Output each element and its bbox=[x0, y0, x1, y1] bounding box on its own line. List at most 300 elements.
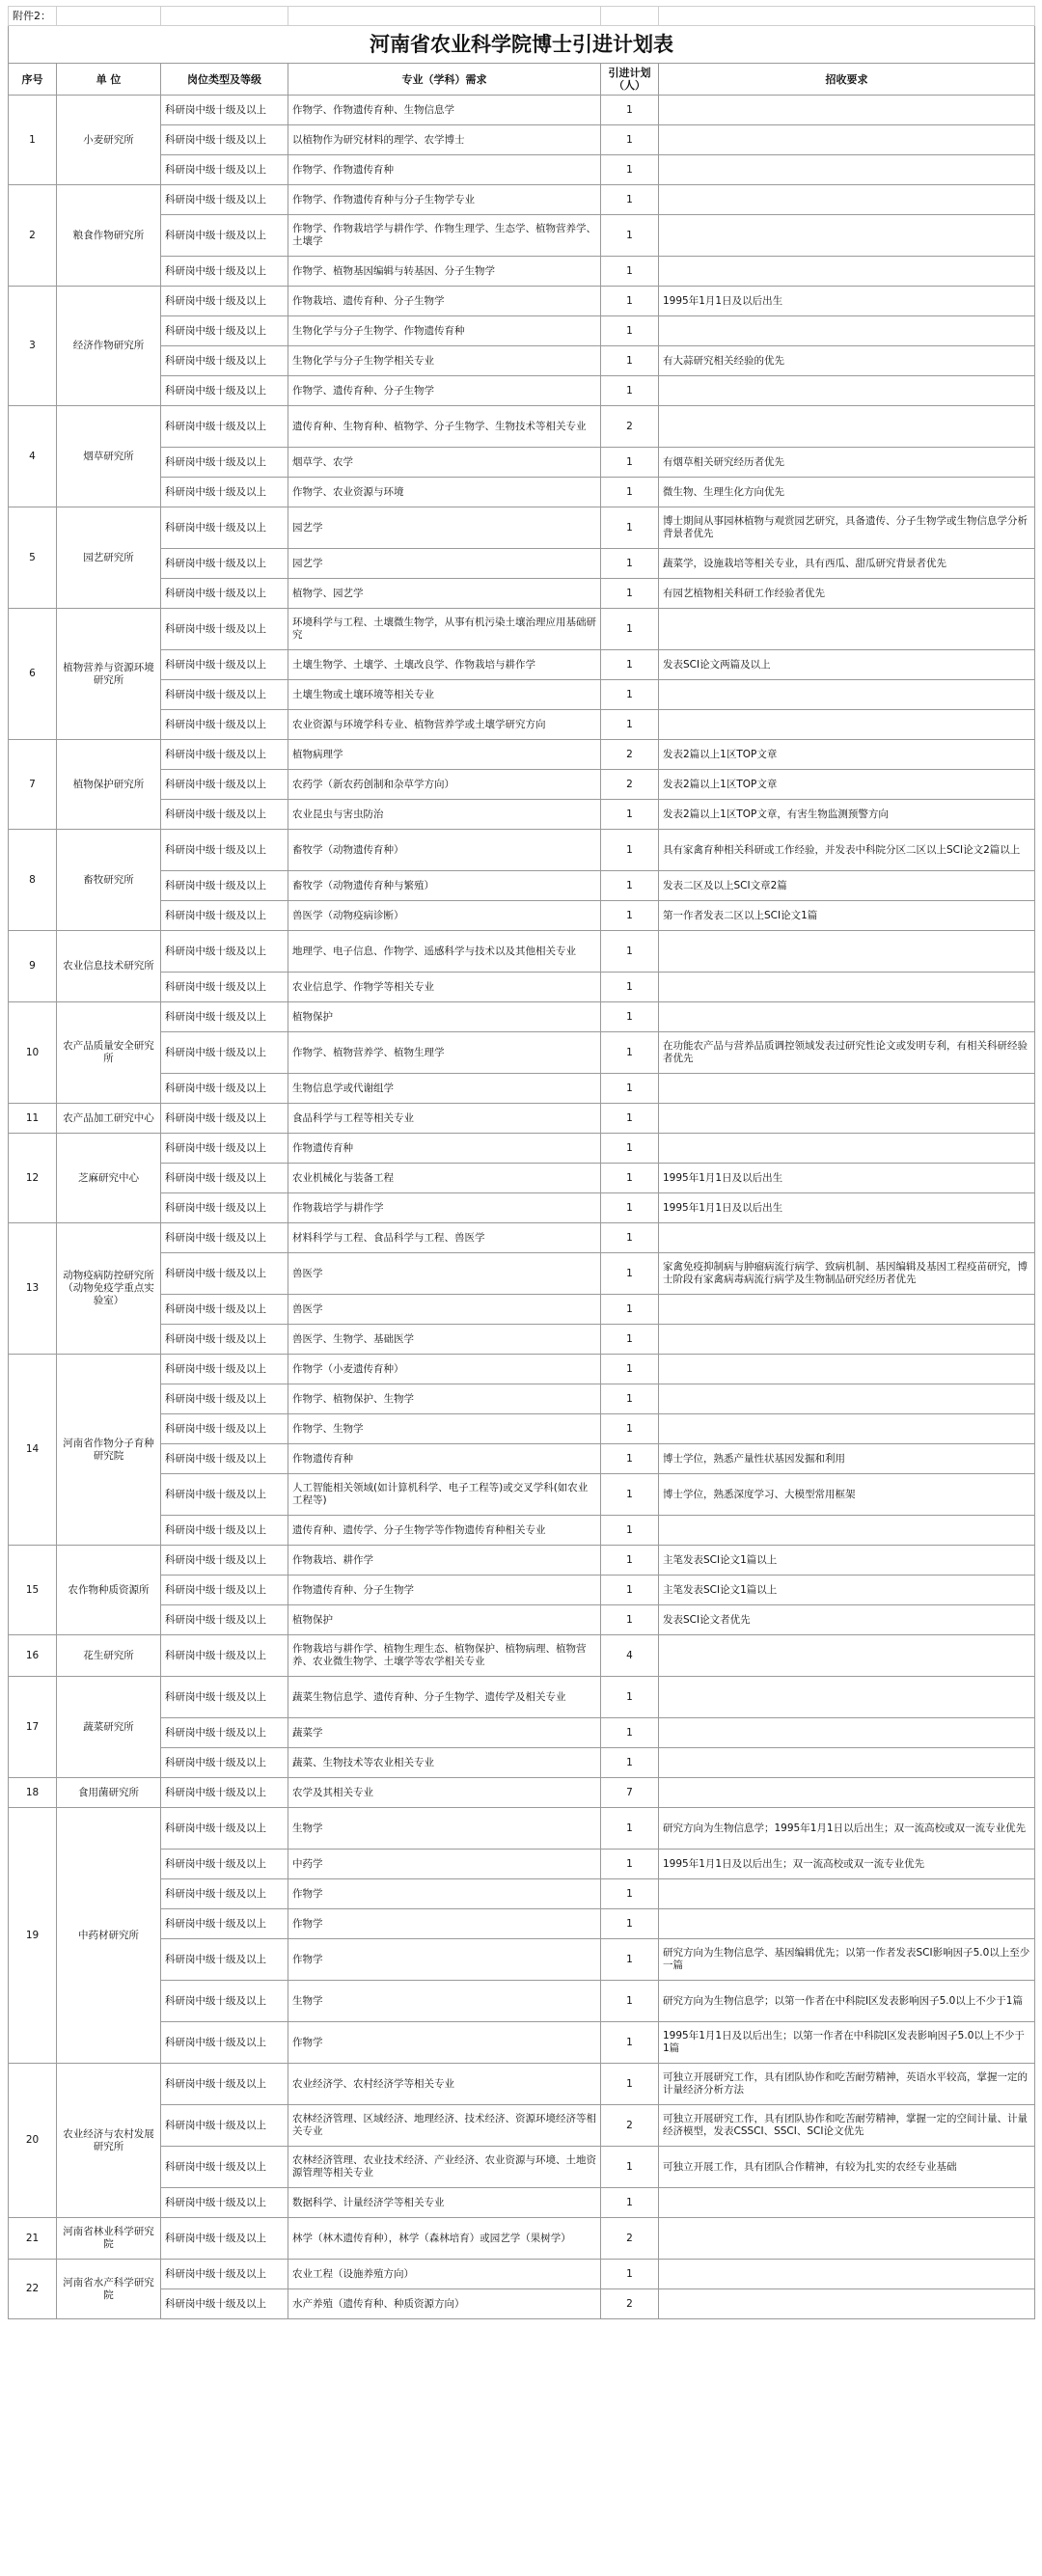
table-row bbox=[9, 1253, 1035, 1295]
major-requirement: 蔬菜学 bbox=[288, 1718, 601, 1748]
table-row bbox=[9, 1718, 1035, 1748]
major-requirement: 作物学 bbox=[288, 1939, 601, 1981]
post-type: 科研岗中级十级及以上 bbox=[161, 215, 288, 257]
post-type: 科研岗中级十级及以上 bbox=[161, 1981, 288, 2022]
plan-count: 1 bbox=[601, 1134, 659, 1164]
recruit-requirement: 有烟草相关研究经历者优先 bbox=[659, 448, 1035, 478]
post-type: 科研岗中级十级及以上 bbox=[161, 931, 288, 973]
plan-count: 1 bbox=[601, 316, 659, 346]
major-requirement: 农林经济管理、农业技术经济、产业经济、农业资源与环境、土地资源管理等相关专业 bbox=[288, 2147, 601, 2188]
unit-number: 4 bbox=[9, 406, 57, 507]
recruit-requirement: 研究方向为生物信息学；1995年1月1日以后出生；双一流高校或双一流专业优先 bbox=[659, 1808, 1035, 1850]
plan-count: 1 bbox=[601, 1474, 659, 1516]
post-type: 科研岗中级十级及以上 bbox=[161, 710, 288, 740]
major-requirement: 畜牧学（动物遗传育种） bbox=[288, 830, 601, 871]
table-row bbox=[9, 478, 1035, 507]
table-row bbox=[9, 406, 1035, 448]
post-type: 科研岗中级十级及以上 bbox=[161, 1295, 288, 1325]
plan-count: 1 bbox=[601, 2022, 659, 2064]
table-row bbox=[9, 1295, 1035, 1325]
plan-count: 1 bbox=[601, 1414, 659, 1444]
plan-count: 1 bbox=[601, 1850, 659, 1879]
major-requirement: 农业昆虫与害虫防治 bbox=[288, 800, 601, 830]
major-requirement: 农业资源与环境学科专业、植物营养学或土壤学研究方向 bbox=[288, 710, 601, 740]
plan-count: 1 bbox=[601, 2064, 659, 2105]
header-plan: 引进计划（人） bbox=[601, 64, 659, 96]
recruit-requirement bbox=[659, 2188, 1035, 2218]
major-requirement: 土壤生物学、土壤学、土壤改良学、作物栽培与耕作学 bbox=[288, 650, 601, 680]
post-type: 科研岗中级十级及以上 bbox=[161, 96, 288, 125]
post-type: 科研岗中级十级及以上 bbox=[161, 1444, 288, 1474]
major-requirement: 园艺学 bbox=[288, 507, 601, 549]
plan-count: 1 bbox=[601, 1295, 659, 1325]
table-row bbox=[9, 185, 1035, 215]
plan-count: 1 bbox=[601, 1879, 659, 1909]
table-row bbox=[9, 507, 1035, 549]
table-row bbox=[9, 1444, 1035, 1474]
plan-count: 1 bbox=[601, 901, 659, 931]
recruit-requirement: 第一作者发表二区以上SCI论文1篇 bbox=[659, 901, 1035, 931]
unit-number: 21 bbox=[9, 2218, 57, 2260]
table-row bbox=[9, 1635, 1035, 1677]
recruit-requirement: 发表二区及以上SCI文章2篇 bbox=[659, 871, 1035, 901]
post-type: 科研岗中级十级及以上 bbox=[161, 2147, 288, 2188]
major-requirement: 作物遗传育种、分子生物学 bbox=[288, 1576, 601, 1605]
post-type: 科研岗中级十级及以上 bbox=[161, 579, 288, 609]
post-type: 科研岗中级十级及以上 bbox=[161, 1546, 288, 1576]
recruit-requirement bbox=[659, 1355, 1035, 1384]
table-row bbox=[9, 1808, 1035, 1850]
table-row bbox=[9, 2218, 1035, 2260]
post-type: 科研岗中级十级及以上 bbox=[161, 1325, 288, 1355]
major-requirement: 食品科学与工程等相关专业 bbox=[288, 1104, 601, 1134]
plan-count: 1 bbox=[601, 1718, 659, 1748]
post-type: 科研岗中级十级及以上 bbox=[161, 1635, 288, 1677]
table-header bbox=[9, 64, 1035, 96]
table-row bbox=[9, 1879, 1035, 1909]
recruit-requirement bbox=[659, 2289, 1035, 2319]
recruit-requirement: 蔬菜学，设施栽培等相关专业，具有西瓜、甜瓜研究背景者优先 bbox=[659, 549, 1035, 579]
unit-name: 农产品质量安全研究所 bbox=[57, 1002, 161, 1104]
plan-count: 1 bbox=[601, 215, 659, 257]
post-type: 科研岗中级十级及以上 bbox=[161, 2260, 288, 2289]
recruit-requirement bbox=[659, 406, 1035, 448]
recruit-requirement bbox=[659, 1879, 1035, 1909]
unit-number: 16 bbox=[9, 1635, 57, 1677]
plan-count: 1 bbox=[601, 1444, 659, 1474]
table-row bbox=[9, 1134, 1035, 1164]
unit-number: 3 bbox=[9, 287, 57, 406]
table-row bbox=[9, 1104, 1035, 1134]
recruit-requirement bbox=[659, 125, 1035, 155]
post-type: 科研岗中级十级及以上 bbox=[161, 2022, 288, 2064]
recruit-requirement bbox=[659, 1223, 1035, 1253]
unit-number: 5 bbox=[9, 507, 57, 609]
major-requirement: 兽医学、生物学、基础医学 bbox=[288, 1325, 601, 1355]
unit-number: 9 bbox=[9, 931, 57, 1002]
plan-count: 1 bbox=[601, 871, 659, 901]
unit-number: 17 bbox=[9, 1677, 57, 1778]
post-type: 科研岗中级十级及以上 bbox=[161, 1032, 288, 1074]
post-type: 科研岗中级十级及以上 bbox=[161, 478, 288, 507]
post-type: 科研岗中级十级及以上 bbox=[161, 1677, 288, 1718]
table-row bbox=[9, 710, 1035, 740]
plan-count: 4 bbox=[601, 1635, 659, 1677]
major-requirement: 生物学 bbox=[288, 1981, 601, 2022]
table-row bbox=[9, 2064, 1035, 2105]
unit-name: 河南省水产科学研究院 bbox=[57, 2260, 161, 2319]
major-requirement: 作物栽培与耕作学、植物生理生态、植物保护、植物病理、植物营养、农业微生物学、土壤学等农学相关专业 bbox=[288, 1635, 601, 1677]
recruit-requirement: 发表SCI论文两篇及以上 bbox=[659, 650, 1035, 680]
table-row bbox=[9, 1193, 1035, 1223]
plan-count: 1 bbox=[601, 650, 659, 680]
table-row bbox=[9, 800, 1035, 830]
table-row bbox=[9, 1032, 1035, 1074]
major-requirement: 生物信息学或代谢组学 bbox=[288, 1074, 601, 1104]
post-type: 科研岗中级十级及以上 bbox=[161, 1909, 288, 1939]
plan-count: 1 bbox=[601, 1808, 659, 1850]
major-requirement: 农林经济管理、区域经济、地理经济、技术经济、资源环境经济等相关专业 bbox=[288, 2105, 601, 2147]
table-row bbox=[9, 609, 1035, 650]
table-row bbox=[9, 1002, 1035, 1032]
recruit-requirement bbox=[659, 973, 1035, 1002]
major-requirement: 植物保护 bbox=[288, 1605, 601, 1635]
recruit-requirement bbox=[659, 1748, 1035, 1778]
table-row bbox=[9, 215, 1035, 257]
post-type: 科研岗中级十级及以上 bbox=[161, 1718, 288, 1748]
plan-count: 1 bbox=[601, 376, 659, 406]
post-type: 科研岗中级十级及以上 bbox=[161, 800, 288, 830]
table-row bbox=[9, 871, 1035, 901]
recruit-requirement: 家禽免疫抑制病与肿瘤病流行病学、致病机制、基因编辑及基因工程疫苗研究，博士阶段有家禽病毒病流行病学及生物制品研究经历者优先 bbox=[659, 1253, 1035, 1295]
post-type: 科研岗中级十级及以上 bbox=[161, 1253, 288, 1295]
recruit-requirement: 有大蒜研究相关经验的优先 bbox=[659, 346, 1035, 376]
unit-name: 烟草研究所 bbox=[57, 406, 161, 507]
plan-count: 1 bbox=[601, 1164, 659, 1193]
table-row bbox=[9, 2188, 1035, 2218]
recruit-requirement bbox=[659, 2218, 1035, 2260]
major-requirement: 作物遗传育种 bbox=[288, 1444, 601, 1474]
unit-number: 7 bbox=[9, 740, 57, 830]
post-type: 科研岗中级十级及以上 bbox=[161, 1134, 288, 1164]
unit-name: 园艺研究所 bbox=[57, 507, 161, 609]
post-type: 科研岗中级十级及以上 bbox=[161, 770, 288, 800]
table-row bbox=[9, 1778, 1035, 1808]
plan-count: 1 bbox=[601, 448, 659, 478]
post-type: 科研岗中级十级及以上 bbox=[161, 155, 288, 185]
recruit-requirement: 博士学位，熟悉深度学习、大模型常用框架 bbox=[659, 1474, 1035, 1516]
table-row bbox=[9, 740, 1035, 770]
plan-count: 1 bbox=[601, 1384, 659, 1414]
table-row bbox=[9, 2289, 1035, 2319]
plan-count: 1 bbox=[601, 609, 659, 650]
plan-count: 1 bbox=[601, 1193, 659, 1223]
plan-count: 1 bbox=[601, 579, 659, 609]
table-row bbox=[9, 549, 1035, 579]
post-type: 科研岗中级十级及以上 bbox=[161, 507, 288, 549]
table-row bbox=[9, 2260, 1035, 2289]
unit-number: 20 bbox=[9, 2064, 57, 2218]
unit-name: 动物疫病防控研究所（动物免疫学重点实验室） bbox=[57, 1223, 161, 1355]
recruit-requirement bbox=[659, 1718, 1035, 1748]
recruit-requirement bbox=[659, 1414, 1035, 1444]
recruit-requirement: 发表2篇以上1区TOP文章，有害生物监测预警方向 bbox=[659, 800, 1035, 830]
recruit-requirement: 研究方向为生物信息学；以第一作者在中科院Ⅰ区发表影响因子5.0以上不少于1篇 bbox=[659, 1981, 1035, 2022]
post-type: 科研岗中级十级及以上 bbox=[161, 2105, 288, 2147]
plan-count: 1 bbox=[601, 1981, 659, 2022]
unit-number: 8 bbox=[9, 830, 57, 931]
plan-count: 1 bbox=[601, 1939, 659, 1981]
post-type: 科研岗中级十级及以上 bbox=[161, 871, 288, 901]
post-type: 科研岗中级十级及以上 bbox=[161, 1748, 288, 1778]
unit-number: 15 bbox=[9, 1546, 57, 1635]
recruit-requirement: 发表SCI论文者优先 bbox=[659, 1605, 1035, 1635]
post-type: 科研岗中级十级及以上 bbox=[161, 1605, 288, 1635]
post-type: 科研岗中级十级及以上 bbox=[161, 549, 288, 579]
table-row bbox=[9, 1164, 1035, 1193]
plan-count: 1 bbox=[601, 710, 659, 740]
plan-count: 1 bbox=[601, 931, 659, 973]
major-requirement: 畜牧学（动物遗传育种与繁殖） bbox=[288, 871, 601, 901]
major-requirement: 林学（林木遗传育种），林学（森林培育）或园艺学（果树学） bbox=[288, 2218, 601, 2260]
table-row bbox=[9, 1748, 1035, 1778]
unit-name: 小麦研究所 bbox=[57, 96, 161, 185]
table-row bbox=[9, 1850, 1035, 1879]
major-requirement: 作物学 bbox=[288, 1909, 601, 1939]
table-row bbox=[9, 1981, 1035, 2022]
plan-count: 1 bbox=[601, 1546, 659, 1576]
major-requirement: 作物学、作物遗传育种 bbox=[288, 155, 601, 185]
major-requirement: 作物学（小麦遗传育种） bbox=[288, 1355, 601, 1384]
unit-name: 蔬菜研究所 bbox=[57, 1677, 161, 1778]
table-row bbox=[9, 1605, 1035, 1635]
post-type: 科研岗中级十级及以上 bbox=[161, 680, 288, 710]
recruit-requirement bbox=[659, 931, 1035, 973]
plan-count: 2 bbox=[601, 740, 659, 770]
unit-name: 河南省作物分子育种研究院 bbox=[57, 1355, 161, 1546]
major-requirement: 兽医学 bbox=[288, 1253, 601, 1295]
table-row bbox=[9, 287, 1035, 316]
table-row bbox=[9, 257, 1035, 287]
plan-count: 1 bbox=[601, 1325, 659, 1355]
post-type: 科研岗中级十级及以上 bbox=[161, 316, 288, 346]
unit-name: 农产品加工研究中心 bbox=[57, 1104, 161, 1134]
table-row bbox=[9, 2147, 1035, 2188]
table-row bbox=[9, 1355, 1035, 1384]
major-requirement: 农业信息学、作物学等相关专业 bbox=[288, 973, 601, 1002]
table-row bbox=[9, 96, 1035, 125]
post-type: 科研岗中级十级及以上 bbox=[161, 830, 288, 871]
major-requirement: 作物栽培、耕作学 bbox=[288, 1546, 601, 1576]
header-no: 序号 bbox=[9, 64, 57, 96]
unit-number: 12 bbox=[9, 1134, 57, 1223]
table-row bbox=[9, 376, 1035, 406]
header-post: 岗位类型及等级 bbox=[161, 64, 288, 96]
post-type: 科研岗中级十级及以上 bbox=[161, 973, 288, 1002]
major-requirement: 生物化学与分子生物学相关专业 bbox=[288, 346, 601, 376]
recruit-requirement bbox=[659, 1325, 1035, 1355]
plan-count: 1 bbox=[601, 973, 659, 1002]
post-type: 科研岗中级十级及以上 bbox=[161, 1193, 288, 1223]
recruit-requirement: 1995年1月1日及以后出生 bbox=[659, 1193, 1035, 1223]
table-row bbox=[9, 1576, 1035, 1605]
major-requirement: 遗传育种、遗传学、分子生物学等作物遗传育种相关专业 bbox=[288, 1516, 601, 1546]
post-type: 科研岗中级十级及以上 bbox=[161, 1074, 288, 1104]
recruit-requirement: 有园艺植物相关科研工作经验者优先 bbox=[659, 579, 1035, 609]
major-requirement: 作物学、农业资源与环境 bbox=[288, 478, 601, 507]
major-requirement: 农业工程（设施养殖方向） bbox=[288, 2260, 601, 2289]
unit-number: 10 bbox=[9, 1002, 57, 1104]
major-requirement: 蔬菜、生物技术等农业相关专业 bbox=[288, 1748, 601, 1778]
post-type: 科研岗中级十级及以上 bbox=[161, 609, 288, 650]
plan-count: 1 bbox=[601, 830, 659, 871]
plan-count: 1 bbox=[601, 1002, 659, 1032]
unit-number: 18 bbox=[9, 1778, 57, 1808]
recruit-requirement bbox=[659, 1778, 1035, 1808]
plan-count: 1 bbox=[601, 800, 659, 830]
post-type: 科研岗中级十级及以上 bbox=[161, 1164, 288, 1193]
table-row bbox=[9, 680, 1035, 710]
header-unit: 单 位 bbox=[57, 64, 161, 96]
post-type: 科研岗中级十级及以上 bbox=[161, 448, 288, 478]
unit-number: 22 bbox=[9, 2260, 57, 2319]
page-title: 河南省农业科学院博士引进计划表 bbox=[9, 26, 1035, 64]
major-requirement: 蔬菜生物信息学、遗传育种、分子生物学、遗传学及相关专业 bbox=[288, 1677, 601, 1718]
plan-count: 2 bbox=[601, 2105, 659, 2147]
major-requirement: 作物学、植物营养学、植物生理学 bbox=[288, 1032, 601, 1074]
major-requirement: 环境科学与工程、土壤微生物学，从事有机污染土壤治理应用基础研究 bbox=[288, 609, 601, 650]
plan-count: 1 bbox=[601, 1677, 659, 1718]
plan-count: 1 bbox=[601, 155, 659, 185]
recruit-requirement: 发表2篇以上1区TOP文章 bbox=[659, 740, 1035, 770]
post-type: 科研岗中级十级及以上 bbox=[161, 406, 288, 448]
post-type: 科研岗中级十级及以上 bbox=[161, 1002, 288, 1032]
recruit-requirement bbox=[659, 257, 1035, 287]
plan-count: 1 bbox=[601, 1748, 659, 1778]
post-type: 科研岗中级十级及以上 bbox=[161, 650, 288, 680]
major-requirement: 中药学 bbox=[288, 1850, 601, 1879]
table-row bbox=[9, 650, 1035, 680]
major-requirement: 作物学、作物遗传育种与分子生物学专业 bbox=[288, 185, 601, 215]
recruit-requirement bbox=[659, 1677, 1035, 1718]
plan-count: 1 bbox=[601, 1253, 659, 1295]
post-type: 科研岗中级十级及以上 bbox=[161, 125, 288, 155]
plan-count: 2 bbox=[601, 406, 659, 448]
recruit-requirement bbox=[659, 710, 1035, 740]
major-requirement: 作物学、作物栽培学与耕作学、作物生理学、生态学、植物营养学、土壤学 bbox=[288, 215, 601, 257]
table-row bbox=[9, 1325, 1035, 1355]
plan-count: 1 bbox=[601, 1223, 659, 1253]
plan-count: 1 bbox=[601, 1576, 659, 1605]
major-requirement: 材料科学与工程、食品科学与工程、兽医学 bbox=[288, 1223, 601, 1253]
post-type: 科研岗中级十级及以上 bbox=[161, 2188, 288, 2218]
header-requirements: 招收要求 bbox=[659, 64, 1035, 96]
recruit-requirement bbox=[659, 1295, 1035, 1325]
plan-count: 1 bbox=[601, 478, 659, 507]
post-type: 科研岗中级十级及以上 bbox=[161, 1414, 288, 1444]
major-requirement: 作物学、植物保护、生物学 bbox=[288, 1384, 601, 1414]
table-row bbox=[9, 125, 1035, 155]
major-requirement: 生物化学与分子生物学、作物遗传育种 bbox=[288, 316, 601, 346]
table-row bbox=[9, 1474, 1035, 1516]
recruit-requirement bbox=[659, 1104, 1035, 1134]
post-type: 科研岗中级十级及以上 bbox=[161, 740, 288, 770]
plan-count: 2 bbox=[601, 770, 659, 800]
major-requirement: 作物学 bbox=[288, 1879, 601, 1909]
plan-count: 1 bbox=[601, 125, 659, 155]
recruit-requirement: 1995年1月1日及以后出生；双一流高校或双一流专业优先 bbox=[659, 1850, 1035, 1879]
unit-name: 农业信息技术研究所 bbox=[57, 931, 161, 1002]
table-row bbox=[9, 2105, 1035, 2147]
table-row bbox=[9, 579, 1035, 609]
recruit-requirement: 可独立开展工作，具有团队合作精神，有较为扎实的农经专业基础 bbox=[659, 2147, 1035, 2188]
recruit-requirement: 发表2篇以上1区TOP文章 bbox=[659, 770, 1035, 800]
header-major: 专业（学科）需求 bbox=[288, 64, 601, 96]
recruit-requirement bbox=[659, 376, 1035, 406]
recruit-requirement bbox=[659, 1516, 1035, 1546]
recruit-requirement bbox=[659, 1074, 1035, 1104]
unit-number: 11 bbox=[9, 1104, 57, 1134]
major-requirement: 植物病理学 bbox=[288, 740, 601, 770]
major-requirement: 作物学 bbox=[288, 2022, 601, 2064]
recruit-requirement: 研究方向为生物信息学、基因编辑优先；以第一作者发表SCI影响因子5.0以上至少一篇 bbox=[659, 1939, 1035, 1981]
major-requirement: 植物保护 bbox=[288, 1002, 601, 1032]
unit-name: 芝麻研究中心 bbox=[57, 1134, 161, 1223]
table-row bbox=[9, 1939, 1035, 1981]
plan-count: 1 bbox=[601, 257, 659, 287]
table-row bbox=[9, 1516, 1035, 1546]
recruit-requirement: 在功能农产品与营养品质调控领域发表过研究性论文或发明专利，有相关科研经验者优先 bbox=[659, 1032, 1035, 1074]
table-row bbox=[9, 155, 1035, 185]
post-type: 科研岗中级十级及以上 bbox=[161, 1384, 288, 1414]
table-row bbox=[9, 1074, 1035, 1104]
table-row bbox=[9, 2022, 1035, 2064]
major-requirement: 作物遗传育种 bbox=[288, 1134, 601, 1164]
major-requirement: 作物栽培学与耕作学 bbox=[288, 1193, 601, 1223]
unit-number: 14 bbox=[9, 1355, 57, 1546]
post-type: 科研岗中级十级及以上 bbox=[161, 1778, 288, 1808]
major-requirement: 烟草学、农学 bbox=[288, 448, 601, 478]
table-row bbox=[9, 1677, 1035, 1718]
table-row bbox=[9, 770, 1035, 800]
plan-count: 7 bbox=[601, 1778, 659, 1808]
major-requirement: 数据科学、计量经济学等相关专业 bbox=[288, 2188, 601, 2218]
unit-number: 6 bbox=[9, 609, 57, 740]
unit-name: 中药材研究所 bbox=[57, 1808, 161, 2064]
post-type: 科研岗中级十级及以上 bbox=[161, 901, 288, 931]
recruit-requirement bbox=[659, 1134, 1035, 1164]
major-requirement: 以植物作为研究材料的理学、农学博士 bbox=[288, 125, 601, 155]
plan-count: 1 bbox=[601, 2260, 659, 2289]
post-type: 科研岗中级十级及以上 bbox=[161, 257, 288, 287]
major-requirement: 作物栽培、遗传育种、分子生物学 bbox=[288, 287, 601, 316]
post-type: 科研岗中级十级及以上 bbox=[161, 1879, 288, 1909]
recruitment-table bbox=[8, 6, 1035, 2319]
recruit-requirement: 可独立开展研究工作，具有团队协作和吃苦耐劳精神，英语水平较高，掌握一定的计量经济分析方法 bbox=[659, 2064, 1035, 2105]
major-requirement: 园艺学 bbox=[288, 549, 601, 579]
recruit-requirement: 1995年1月1日及以后出生 bbox=[659, 287, 1035, 316]
major-requirement: 植物学、园艺学 bbox=[288, 579, 601, 609]
recruit-requirement bbox=[659, 96, 1035, 125]
major-requirement: 农学及其相关专业 bbox=[288, 1778, 601, 1808]
plan-count: 1 bbox=[601, 680, 659, 710]
recruit-requirement bbox=[659, 155, 1035, 185]
plan-count: 1 bbox=[601, 287, 659, 316]
recruit-requirement bbox=[659, 215, 1035, 257]
post-type: 科研岗中级十级及以上 bbox=[161, 346, 288, 376]
recruit-requirement: 主笔发表SCI论文1篇以上 bbox=[659, 1576, 1035, 1605]
plan-count: 1 bbox=[601, 549, 659, 579]
